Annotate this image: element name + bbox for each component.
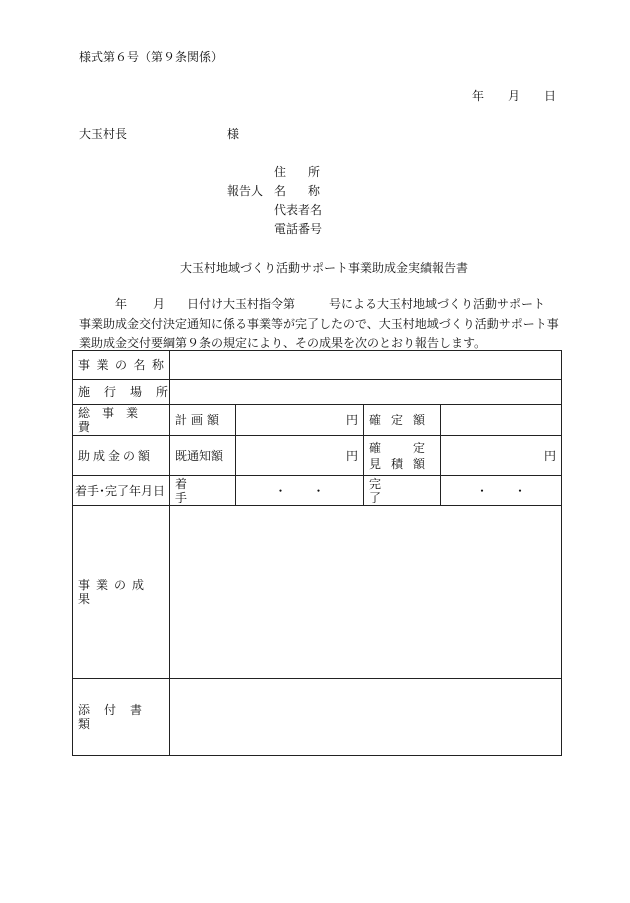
- project-name-label: [73, 351, 170, 380]
- date-year: 年: [472, 89, 485, 103]
- attachments-field[interactable]: [170, 679, 562, 756]
- notified-amount-yen: 円: [345, 448, 358, 463]
- date-month: 月: [508, 89, 521, 103]
- start-label-text: 着 手: [175, 476, 220, 505]
- row-results: [73, 506, 562, 679]
- notified-amount-label: [170, 436, 236, 476]
- confirmed-amount-label-text: 確定額: [369, 413, 436, 427]
- addressee-honorific: 様: [227, 127, 240, 141]
- start-date-field[interactable]: [236, 476, 364, 506]
- location-label: [73, 380, 183, 405]
- confirmed-estimate-bottom: 見積額: [369, 456, 436, 471]
- report-table: [72, 350, 562, 756]
- grant-amount-label: [73, 436, 170, 476]
- location-label-text: 施 行 場 所: [78, 385, 183, 399]
- body-line-1: [115, 297, 545, 311]
- total-cost-label: [73, 405, 170, 436]
- start-label: [170, 476, 236, 506]
- row-project-name: [73, 351, 562, 380]
- reporter-label: 報告人: [227, 184, 264, 198]
- row-attachments: [73, 679, 562, 756]
- project-name-field[interactable]: [170, 351, 562, 380]
- total-cost-label-text: 総事業費: [78, 406, 151, 434]
- confirmed-estimate-label: [364, 436, 441, 476]
- confirmed-estimate-field[interactable]: [441, 436, 562, 476]
- planned-amount-label: [170, 405, 236, 436]
- reporter-representative: 代表者名: [274, 203, 323, 217]
- start-date-dot-2: ・: [312, 483, 325, 498]
- completion-date-field[interactable]: [441, 476, 562, 506]
- date-line: [472, 89, 556, 103]
- confirmed-estimate-yen: 円: [543, 448, 556, 463]
- results-label: [73, 506, 170, 679]
- row-total-cost: [73, 405, 562, 436]
- completion-label: [364, 476, 441, 506]
- body-date-suffix: 日付け大玉村指令第: [187, 297, 296, 311]
- project-name-label-text: 事 業 の 名 称: [78, 358, 164, 372]
- dates-label: [73, 476, 170, 506]
- planned-amount-yen: 円: [345, 413, 358, 427]
- confirmed-amount-field[interactable]: [441, 405, 562, 436]
- notified-amount-field[interactable]: [236, 436, 364, 476]
- results-field[interactable]: [170, 506, 562, 679]
- body-month: 月: [153, 297, 166, 311]
- body-line-2: 事業助成金交付決定通知に係る事業等が完了したので、大玉村地域づくり活動サポート事: [79, 317, 559, 331]
- addressee-name: 大玉村長: [79, 127, 128, 141]
- completion-date-dot-1: ・: [475, 483, 488, 498]
- confirmed-estimate-top: 確 定: [369, 440, 436, 455]
- completion-label-text: 完 了: [369, 476, 422, 505]
- row-dates: [73, 476, 562, 506]
- reporter-phone: 電話番号: [274, 222, 323, 236]
- document-title: 大玉村地域づくり活動サポート事業助成金実績報告書: [180, 261, 469, 275]
- dates-label-text: 着手･完了年月日: [75, 483, 166, 498]
- reporter-address: 住 所: [274, 165, 326, 179]
- row-grant-amount: [73, 436, 562, 476]
- grant-amount-label-text: 助成金の額: [78, 448, 154, 463]
- reporter-name: 名 称: [274, 184, 326, 198]
- location-field[interactable]: [170, 380, 562, 405]
- results-label-text: 事業の成果: [78, 578, 151, 606]
- date-day: 日: [544, 89, 557, 103]
- form-number: 様式第６号（第９条関係）: [79, 50, 224, 64]
- body-line-3: 業助成金交付要綱第９条の規定により、その成果を次のとおり報告します。: [79, 336, 487, 350]
- planned-amount-label-text: 計画額: [175, 413, 224, 427]
- row-location: [73, 380, 562, 405]
- planned-amount-field[interactable]: [236, 405, 364, 436]
- attachments-label: [73, 679, 170, 756]
- body-number-suffix: 号による大玉村地域づくり活動サポート: [329, 297, 546, 311]
- attachments-label-text: 添付書類: [78, 703, 157, 731]
- confirmed-amount-label: [364, 405, 441, 436]
- start-date-dot-1: ・: [274, 483, 287, 498]
- completion-date-dot-2: ・: [514, 483, 527, 498]
- notified-amount-label-text: 既通知額: [175, 448, 224, 463]
- body-year: 年: [115, 297, 128, 311]
